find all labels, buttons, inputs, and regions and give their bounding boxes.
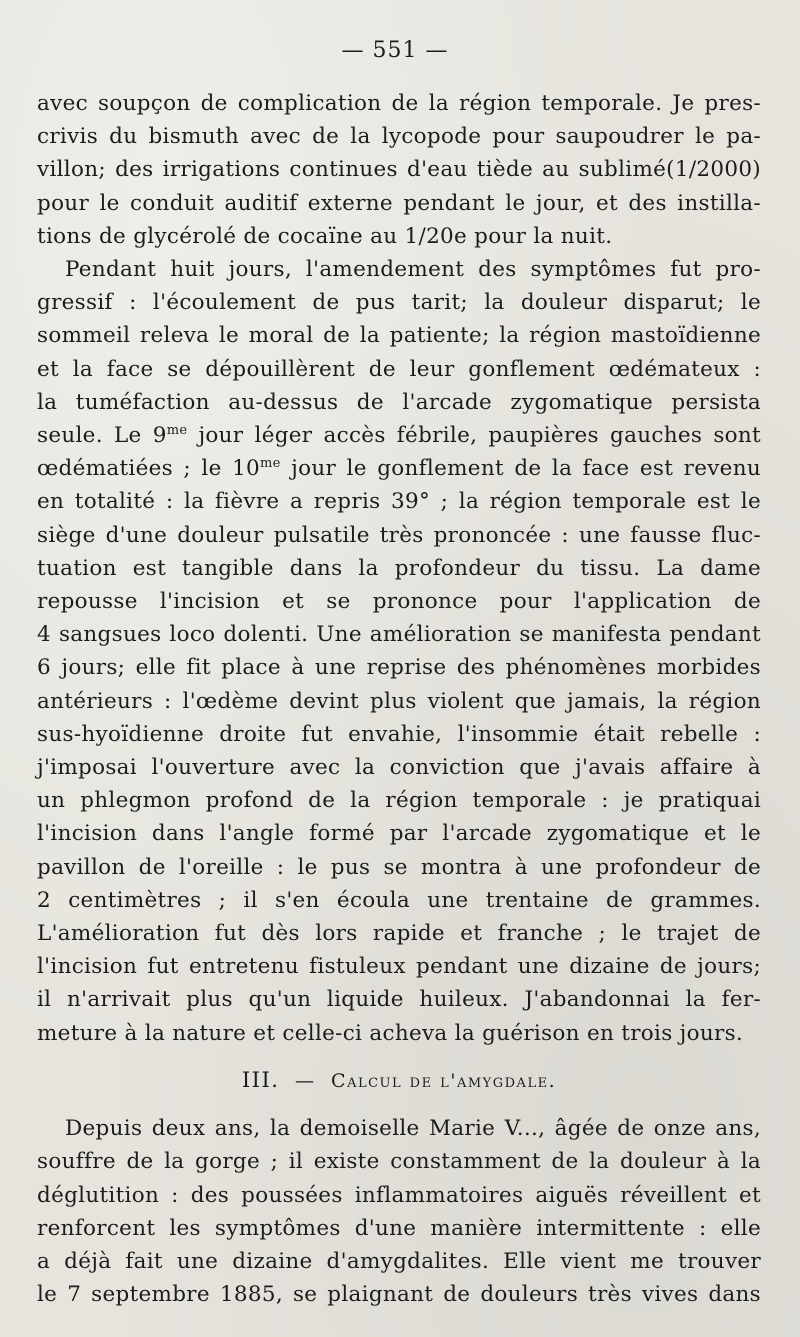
text-line: siège d'une douleur pulsatile très prononcée : une fausse fluc-: [37, 522, 761, 548]
text-segment: jour léger accès fébrile, paupières gauches sont: [187, 423, 761, 449]
paragraph-2: [37, 253, 761, 1050]
text-line: Depuis deux ans, la demoiselle Marie V..., âgée de onze ans,: [65, 1116, 761, 1142]
text-line: 2 centimètres ; il s'en écoula une trentaine de grammes.: [37, 887, 761, 913]
body-text: [37, 87, 761, 1311]
text-segment: jour le gonflement de la face est revenu: [280, 456, 761, 482]
text-line: le 7 septembre 1885, se plaignant de douleurs très vives dans: [37, 1282, 761, 1308]
text-line: meture à la nature et celle-ci acheva la guérison en trois jours.: [37, 1020, 744, 1046]
text-line: villon; des irrigations continues d'eau tiède au sublimé(1/2000): [37, 157, 761, 183]
section-dash: —: [294, 1069, 316, 1092]
superscript: me: [260, 456, 281, 472]
text-line: j'imposai l'ouverture avec la conviction que j'avais affaire à: [37, 755, 761, 781]
text-line: en totalité : la fièvre a repris 39° ; la région temporale est le: [37, 489, 761, 515]
text-line: tuation est tangible dans la profondeur du tissu. La dame: [37, 555, 761, 581]
text-line: et la face se dépouillèrent de leur gonflement œdémateux :: [37, 356, 761, 382]
text-line: sommeil releva le moral de la patiente; la région mastoïdienne: [37, 323, 761, 349]
text-line: renforcent les symptômes d'une manière intermittente : elle: [37, 1215, 761, 1241]
text-line: 6 jours; elle fit place à une reprise des phénomènes morbides: [37, 655, 761, 681]
text-line: l'incision dans l'angle formé par l'arcade zygomatique et le: [37, 821, 761, 847]
text-line: antérieurs : l'œdème devint plus violent que jamais, la région: [37, 688, 761, 714]
section-title: Calcul de l'amygdale.: [331, 1069, 557, 1092]
text-line: [37, 419, 761, 452]
text-line: l'incision fut entretenu fistuleux pendant une dizaine de jours;: [37, 954, 761, 980]
paragraph-1: [37, 87, 761, 253]
text-line: L'amélioration fut dès lors rapide et franche ; le trajet de: [37, 921, 761, 947]
text-segment: seule. Le 9: [37, 423, 167, 449]
text-line: 4 sangsues loco dolenti. Une amélioration se manifesta pendant: [37, 622, 761, 648]
text-line: crivis du bismuth avec de la lycopode pour saupoudrer le pa-: [37, 124, 761, 150]
text-line: avec soupçon de complication de la région temporale. Je pres-: [37, 91, 761, 116]
text-line: déglutition : des poussées inflammatoires aiguës réveillent et: [37, 1182, 761, 1208]
text-line: tions de glycérolé de cocaïne au 1/20e pour la nuit.: [37, 223, 613, 249]
text-line: un phlegmon profond de la région temporale : je pratiquai: [37, 788, 761, 814]
text-line: la tuméfaction au-dessus de l'arcade zygomatique persista: [37, 389, 761, 415]
text-segment: œdématiées ; le 10: [37, 456, 261, 482]
superscript: me: [166, 422, 188, 438]
text-line: il n'arrivait plus qu'un liquide huileux. J'abandonnai la fer-: [37, 987, 761, 1013]
text-line: a déjà fait une dizaine d'amygdalites. Elle vient me trouver: [37, 1248, 761, 1274]
section-number: III.: [241, 1067, 280, 1092]
paragraph-3: [37, 1112, 761, 1311]
text-line: sus-hyoïdienne droite fut envahie, l'insommie était rebelle :: [37, 721, 761, 747]
section-heading: [37, 1064, 761, 1098]
text-line: gressif : l'écoulement de pus tarit; la douleur disparut; le: [37, 290, 761, 316]
text-line: pavillon de l'oreille : le pus se montra à une profondeur de: [37, 854, 761, 880]
text-line: [37, 452, 761, 485]
text-line: repousse l'incision et se prononce pour l'application de: [37, 589, 761, 615]
page-number: — 551 —: [341, 38, 449, 63]
text-line: pour le conduit auditif externe pendant le jour, et des instilla-: [37, 190, 761, 216]
text-line: Pendant huit jours, l'amendement des symptômes fut pro-: [65, 257, 761, 283]
text-line: souffre de la gorge ; il existe constamment de la douleur à la: [37, 1149, 761, 1175]
